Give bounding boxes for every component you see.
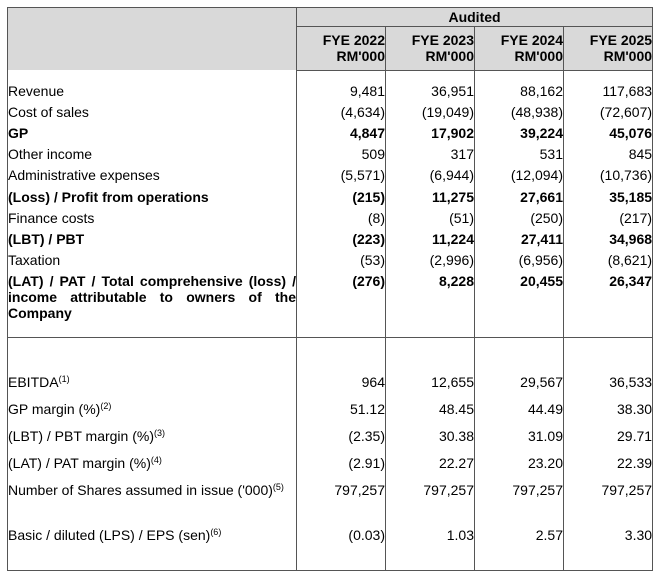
section-divider-row bbox=[8, 338, 653, 375]
unit-label: RM'000 bbox=[603, 48, 653, 65]
row-label: Cost of sales bbox=[8, 104, 297, 125]
value-cell: 29.71 bbox=[564, 428, 653, 455]
financial-row bbox=[8, 167, 653, 188]
metric-row bbox=[8, 455, 653, 482]
padding-cell bbox=[8, 554, 297, 571]
metric-label-cell bbox=[8, 401, 297, 428]
year-label: FYE 2024 bbox=[500, 32, 563, 49]
footnote-ref: (1) bbox=[58, 374, 70, 384]
value-cell: (217) bbox=[564, 210, 653, 231]
value-cell: 22.39 bbox=[564, 455, 653, 482]
unit-label: RM'000 bbox=[425, 48, 474, 65]
header-label-cell bbox=[8, 8, 297, 71]
value-cell: (223) bbox=[297, 231, 386, 252]
value-cell: 31.09 bbox=[475, 428, 564, 455]
divider-cell bbox=[8, 338, 297, 375]
value-cell: 17,902 bbox=[386, 125, 475, 146]
value-cell: 9,481 bbox=[297, 83, 386, 104]
value-cell: 8,228 bbox=[386, 273, 475, 337]
value-cell: (53) bbox=[297, 252, 386, 273]
value-cell: (2.35) bbox=[297, 428, 386, 455]
value-cell: 38.30 bbox=[564, 401, 653, 428]
value-cell: (8) bbox=[297, 210, 386, 231]
value-cell: (4,634) bbox=[297, 104, 386, 125]
financial-row bbox=[8, 252, 653, 273]
value-cell: (8,621) bbox=[564, 252, 653, 273]
metric-label-cell bbox=[8, 482, 297, 527]
value-cell: 2.57 bbox=[475, 527, 564, 554]
unit-label: RM'000 bbox=[336, 48, 385, 65]
value-cell: (51) bbox=[386, 210, 475, 231]
footnote-ref: (2) bbox=[100, 401, 112, 411]
divider-cell bbox=[475, 338, 564, 375]
metric-label: (LBT) / PBT margin (%) bbox=[8, 428, 154, 444]
financial-summary-table bbox=[7, 7, 653, 571]
audited-header: Audited bbox=[297, 8, 653, 27]
value-cell: (6,944) bbox=[386, 167, 475, 188]
value-cell: 509 bbox=[297, 146, 386, 167]
value-cell: 797,257 bbox=[386, 482, 475, 527]
row-label: (LAT) / PAT / Total comprehensive (loss) / income attributable to owners of the Company bbox=[8, 273, 297, 337]
metric-row bbox=[8, 374, 653, 401]
value-cell: (2.91) bbox=[297, 455, 386, 482]
value-cell: 27,411 bbox=[475, 231, 564, 252]
year-header bbox=[386, 27, 475, 71]
value-cell: 20,455 bbox=[475, 273, 564, 337]
padding-cell bbox=[564, 554, 653, 571]
value-cell: 11,224 bbox=[386, 231, 475, 252]
financial-row bbox=[8, 146, 653, 167]
value-cell: 23.20 bbox=[475, 455, 564, 482]
value-cell: (72,607) bbox=[564, 104, 653, 125]
row-label: Administrative expenses bbox=[8, 167, 297, 188]
divider-cell bbox=[386, 338, 475, 375]
value-cell: 797,257 bbox=[564, 482, 653, 527]
metric-label-cell bbox=[8, 455, 297, 482]
padding-cell bbox=[297, 554, 386, 571]
value-cell: (5,571) bbox=[297, 167, 386, 188]
row-label: Finance costs bbox=[8, 210, 297, 231]
value-cell: 26,347 bbox=[564, 273, 653, 337]
footnote-ref: (3) bbox=[154, 428, 165, 438]
unit-label: RM'000 bbox=[514, 48, 563, 65]
financial-row bbox=[8, 83, 653, 104]
metric-label: Number of Shares assumed in issue ('000) bbox=[8, 482, 273, 498]
value-cell: 964 bbox=[297, 374, 386, 401]
value-cell: (6,956) bbox=[475, 252, 564, 273]
value-cell: 29,567 bbox=[475, 374, 564, 401]
financial-row bbox=[8, 273, 653, 337]
row-label: Other income bbox=[8, 146, 297, 167]
metric-label-cell bbox=[8, 428, 297, 455]
metric-label: GP margin (%) bbox=[8, 401, 101, 417]
financial-row bbox=[8, 210, 653, 231]
row-label: Revenue bbox=[8, 83, 297, 104]
financial-row bbox=[8, 231, 653, 252]
footnote-ref: (4) bbox=[150, 455, 162, 465]
value-cell: (12,094) bbox=[475, 167, 564, 188]
row-label: GP bbox=[8, 125, 297, 146]
value-cell: 4,847 bbox=[297, 125, 386, 146]
row-label: (LBT) / PBT bbox=[8, 231, 297, 252]
value-cell: 34,968 bbox=[564, 231, 653, 252]
value-cell: 36,533 bbox=[564, 374, 653, 401]
value-cell: 45,076 bbox=[564, 125, 653, 146]
year-header bbox=[475, 27, 564, 71]
row-label: Taxation bbox=[8, 252, 297, 273]
year-label: FYE 2022 bbox=[322, 32, 385, 49]
metric-label-cell bbox=[8, 374, 297, 401]
value-cell: (0.03) bbox=[297, 527, 386, 554]
padding-cell bbox=[386, 554, 475, 571]
value-cell: 3.30 bbox=[564, 527, 653, 554]
value-cell: 117,683 bbox=[564, 83, 653, 104]
value-cell: 12,655 bbox=[386, 374, 475, 401]
metric-row bbox=[8, 482, 653, 527]
value-cell: 36,951 bbox=[386, 83, 475, 104]
financial-row bbox=[8, 104, 653, 125]
divider-cell bbox=[564, 338, 653, 375]
value-cell: (276) bbox=[297, 273, 386, 337]
value-cell: 88,162 bbox=[475, 83, 564, 104]
value-cell: 845 bbox=[564, 146, 653, 167]
value-cell: 11,275 bbox=[386, 189, 475, 210]
metric-row bbox=[8, 401, 653, 428]
value-cell: 51.12 bbox=[297, 401, 386, 428]
value-cell: 1.03 bbox=[386, 527, 475, 554]
year-label: FYE 2025 bbox=[589, 32, 653, 49]
row-label: (Loss) / Profit from operations bbox=[8, 189, 297, 210]
metric-label: EBITDA bbox=[8, 374, 59, 390]
value-cell: (215) bbox=[297, 189, 386, 210]
year-header bbox=[564, 27, 653, 71]
year-header bbox=[297, 27, 386, 71]
value-cell: 35,185 bbox=[564, 189, 653, 210]
value-cell: (19,049) bbox=[386, 104, 475, 125]
value-cell: (10,736) bbox=[564, 167, 653, 188]
year-label: FYE 2023 bbox=[411, 32, 474, 49]
value-cell: 39,224 bbox=[475, 125, 564, 146]
metric-label-cell bbox=[8, 527, 297, 554]
value-cell: (48,938) bbox=[475, 104, 564, 125]
metric-row bbox=[8, 428, 653, 455]
value-cell: 27,661 bbox=[475, 189, 564, 210]
value-cell: (2,996) bbox=[386, 252, 475, 273]
metric-label: Basic / diluted (LPS) / EPS (sen) bbox=[8, 527, 211, 543]
metric-label: (LAT) / PAT margin (%) bbox=[8, 455, 151, 471]
value-cell: 797,257 bbox=[475, 482, 564, 527]
financial-row bbox=[8, 189, 653, 210]
divider-cell bbox=[297, 338, 386, 375]
padding-cell bbox=[475, 554, 564, 571]
bottom-padding-row bbox=[8, 554, 653, 571]
footnote-ref: (5) bbox=[272, 482, 284, 492]
metric-row bbox=[8, 527, 653, 554]
financial-row bbox=[8, 125, 653, 146]
value-cell: 797,257 bbox=[297, 482, 386, 527]
value-cell: 44.49 bbox=[475, 401, 564, 428]
value-cell: 22.27 bbox=[386, 455, 475, 482]
value-cell: 531 bbox=[475, 146, 564, 167]
value-cell: 317 bbox=[386, 146, 475, 167]
spacer-row bbox=[8, 70, 653, 83]
header-row-top bbox=[8, 8, 653, 27]
value-cell: 30.38 bbox=[386, 428, 475, 455]
value-cell: (250) bbox=[475, 210, 564, 231]
value-cell: 48.45 bbox=[386, 401, 475, 428]
footnote-ref: (6) bbox=[210, 527, 222, 537]
